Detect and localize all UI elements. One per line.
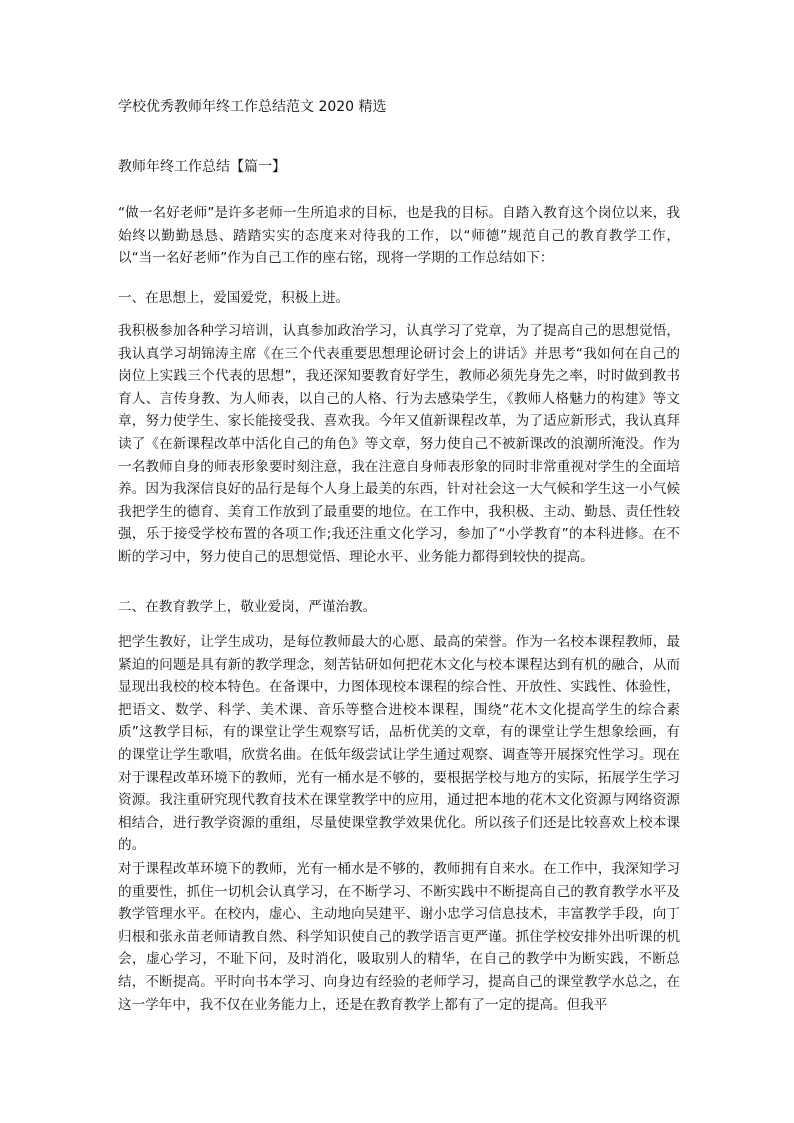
section-title: 教师年终工作总结【篇一】 xyxy=(118,159,286,175)
paragraph-one: 我积极参加各种学习培训，认真参加政治学习，认真学习了党章，为了提高自己的思想觉悟，我认真学习胡锦涛主席《在三个代表重要思想理论研讨会上的讲话》并思考“我如何在自己的岗位上实践三个代表的思想”，我还深知要教育好学生，教师必须先身先之率，时时做到教书育人、言传身教、为人师表，以自己的人格、行为去感染学生，《教师人格魅力的构建》等文章，努力使学生、家长能接受我、喜欢我。今年又值新课程改革，为了适应新形式，我认真拜读了《在新课程改革中活化自己的角色》等文章，努力使自己不被新课改的浪潮所淹没。作为一名教师自身的师表形象要时刻注意，我在注意自身师表形象的同时非常重视对学生的全面培养。因为我深信良好的品行是每个人身上最美的东西，针对社会这一大气候和学生这一小气候我把学生的德育、美育工作放到了最重要的地位。在工作中，我积极、主动、勤恳、责任性较强，乐于接受学校布置的各项工作;我还注重文化学习，参加了“小学教育”的本科进修。在不断的学习中，努力使自己的思想觉悟、理论水平、业务能力都得到较快的提高。 xyxy=(118,323,680,565)
document-page xyxy=(118,0,680,1123)
document-title: 学校优秀教师年终工作总结范文 2020 精选 xyxy=(118,99,387,115)
intro-paragraph: “做一名好老师”是许多老师一生所追求的目标，也是我的目标。自踏入教育这个岗位以来，我始终以勤勤恳恳、踏踏实实的态度来对待我的工作，以“师德”规范自己的教育教学工作，以“当一名好老师”作为自己工作的座右铭，现将一学期的工作总结如下： xyxy=(118,205,680,267)
heading-two: 二、在教育教学上，敬业爱岗，严谨治教。 xyxy=(118,599,377,615)
paragraph-three: 对于课程改革环境下的教师，光有一桶水是不够的，教师拥有自来水。在工作中，我深知学习的重要性，抓住一切机会认真学习，在不断学习、不断实践中不断提高自己的教育教学水平及教学管理水平。在校内，虚心、主动地向吴建平、谢小忠学习信息技术，丰富教学手段，向丁归根和张永苗老师请教自然、科学知识使自己的教学语言更严谨。抓住学校安排外出听课的机会，虚心学习，不耻下问，及时消化，吸取别人的精华，在自己的教学中为断实践，不断总结，不断提高。平时向书本学习、向身边有经验的老师学习，提高自己的课堂教学水总之，在这一学年中，我不仅在业务能力上，还是在教育教学上都有了一定的提高。但我平 xyxy=(118,861,680,1013)
heading-one: 一、在思想上，爱国爱党，积极上进。 xyxy=(118,290,350,306)
paragraph-two: 把学生教好，让学生成功，是每位教师最大的心愿、最高的荣誉。作为一名校本课程教师，最紧迫的问题是具有新的教学理念，刻苦钻研如何把花木文化与校本课程达到有机的融合，从而显现出我校的校本特色。在备课中，力图体现校本课程的综合性、开放性、实践性、体验性，把语文、数学、科学、美术课、音乐等整合进校本课程，围绕“花木文化提高学生的综合素质”这教学目标，有的课堂让学生观察写话，品析优美的文章，有的课堂让学生想象绘画，有的课堂让学生歌唱，欣赏名曲。在低年级尝试让学生通过观察、调查等开展探究性学习。现在对于课程改革环境下的教师，光有一桶水是不够的，要根据学校与地方的实际，拓展学生学习资源。我注重研究现代教育技术在课堂教学中的应用，通过把本地的花木文化资源与网络资源相结合，进行教学资源的重组，尽量使课堂教学效果优化。所以孩子们还是比较喜欢上校本课的。 xyxy=(118,634,680,854)
